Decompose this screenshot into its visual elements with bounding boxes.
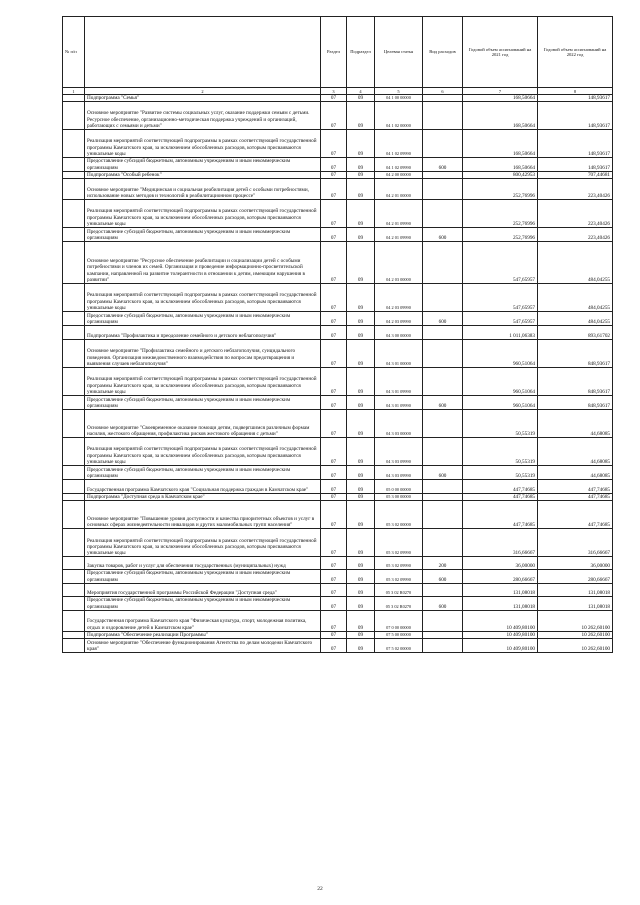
expense-type-code — [423, 340, 463, 368]
no-cell — [63, 632, 85, 639]
expense-type-code — [423, 501, 463, 529]
target-article-code: 05 3 00 00000 — [375, 494, 423, 501]
item-name: Мероприятия государственной программы Российской Федерации "Доступная среда" — [85, 584, 321, 597]
subsection-code: 09 — [347, 557, 375, 570]
amount-2022: 223,40426 — [538, 200, 613, 228]
index-cell: 2 — [85, 88, 321, 95]
amount-2021: 168,50664 — [463, 130, 538, 158]
header-row — [63, 17, 613, 88]
no-cell — [63, 242, 85, 284]
index-cell: 4 — [347, 88, 375, 95]
expense-type-code — [423, 200, 463, 228]
target-article-code: 05 3 02 00000 — [375, 501, 423, 529]
section-code: 07 — [321, 438, 347, 466]
expense-type-code — [423, 438, 463, 466]
target-article-code: 04 3 01 09990 — [375, 368, 423, 396]
expense-type-code: 600 — [423, 597, 463, 611]
no-cell — [63, 312, 85, 326]
table-row — [63, 396, 613, 410]
expense-type-code — [423, 529, 463, 557]
no-cell — [63, 597, 85, 611]
section-code: 07 — [321, 312, 347, 326]
amount-2022: 10 262,60100 — [538, 632, 613, 639]
amount-2021: 447,74685 — [463, 480, 538, 494]
item-name: Основное мероприятие "Профилактика семейного и детского неблагополучия, суицидального поведения. Организация межведомственного взаимодействия по вопросам предотвращения и выявления случаев неблагополучия" — [85, 340, 321, 368]
subsection-code: 09 — [347, 597, 375, 611]
amount-2021: 447,74685 — [463, 501, 538, 529]
table-row — [63, 501, 613, 529]
expense-type-code — [423, 639, 463, 653]
target-article-code: 05 0 00 00000 — [375, 480, 423, 494]
subsection-code: 09 — [347, 611, 375, 632]
item-name: Реализация мероприятий соответствующей подпрограммы в рамках соответствующей государственной программы Камчатского края, за исключением обособленных расходов, которым присваиваются уникальные коды — [85, 529, 321, 557]
item-name: Основное мероприятие "Развитие системы социальных услуг, оказание поддержки семьям с детьми. Ресурсное обеспечение, организационно-методическая поддержка учреждений и организаций, работающих с семьями и детьми" — [85, 102, 321, 130]
subsection-code: 09 — [347, 95, 375, 102]
subsection-code: 09 — [347, 102, 375, 130]
target-article-code: 04 3 03 09990 — [375, 466, 423, 480]
subsection-code: 09 — [347, 284, 375, 312]
item-name: Закупка товаров, работ и услуг для обеспечения государственных (муниципальных) нужд — [85, 557, 321, 570]
index-cell: 8 — [538, 88, 613, 95]
no-cell — [63, 95, 85, 102]
subsection-code: 09 — [347, 312, 375, 326]
amount-2021: 252,76996 — [463, 179, 538, 200]
expense-type-code — [423, 179, 463, 200]
table-row — [63, 494, 613, 501]
amount-2022: 36,00000 — [538, 557, 613, 570]
table-row — [63, 158, 613, 172]
no-cell — [63, 501, 85, 529]
no-cell — [63, 639, 85, 653]
item-name: Реализация мероприятий соответствующей подпрограммы в рамках соответствующей государственной программы Камчатского края, за исключением обособленных расходов, которым присваиваются уникальные коды — [85, 284, 321, 312]
subsection-code: 09 — [347, 501, 375, 529]
expense-type-code: 600 — [423, 228, 463, 242]
table-row — [63, 632, 613, 639]
target-article-code: 04 3 03 09990 — [375, 438, 423, 466]
amount-2022: 447,74685 — [538, 501, 613, 529]
no-cell — [63, 200, 85, 228]
header-no: № п/п — [63, 17, 85, 88]
table-row — [63, 480, 613, 494]
target-article-code: 04 2 01 00000 — [375, 179, 423, 200]
table-row — [63, 340, 613, 368]
section-code: 07 — [321, 466, 347, 480]
amount-2021: 10 409,80100 — [463, 632, 538, 639]
amount-2021: 280,66667 — [463, 570, 538, 584]
no-cell — [63, 284, 85, 312]
target-article-code: 04 2 03 09990 — [375, 284, 423, 312]
subsection-code: 09 — [347, 242, 375, 284]
table-row — [63, 95, 613, 102]
expense-type-code — [423, 611, 463, 632]
amount-2022: 484,04255 — [538, 312, 613, 326]
subsection-code: 09 — [347, 340, 375, 368]
amount-2021: 50,55319 — [463, 438, 538, 466]
amount-2022: 10 262,60100 — [538, 611, 613, 632]
amount-2022: 707,44681 — [538, 171, 613, 178]
no-cell — [63, 529, 85, 557]
no-cell — [63, 410, 85, 438]
amount-2021: 1 011,06383 — [463, 326, 538, 340]
item-name: Реализация мероприятий соответствующей подпрограммы в рамках соответствующей государственной программы Камчатского края, за исключением обособленных расходов, которым присваиваются уникальные коды — [85, 438, 321, 466]
table-row — [63, 438, 613, 466]
subsection-code: 09 — [347, 529, 375, 557]
table-row — [63, 597, 613, 611]
expense-type-code: 600 — [423, 158, 463, 172]
amount-2022: 484,04255 — [538, 242, 613, 284]
section-code: 07 — [321, 242, 347, 284]
expense-type-code — [423, 102, 463, 130]
section-code: 07 — [321, 611, 347, 632]
expense-type-code — [423, 95, 463, 102]
table-row — [63, 228, 613, 242]
amount-2022: 148,93617 — [538, 130, 613, 158]
amount-2021: 960,51064 — [463, 368, 538, 396]
no-cell — [63, 171, 85, 178]
amount-2021: 316,66667 — [463, 529, 538, 557]
expense-type-code — [423, 368, 463, 396]
table-row — [63, 611, 613, 632]
table-row — [63, 284, 613, 312]
subsection-code: 09 — [347, 639, 375, 653]
budget-sheet — [62, 16, 612, 653]
section-code: 07 — [321, 529, 347, 557]
table-row — [63, 179, 613, 200]
item-name: Предоставление субсидий бюджетным, автономным учреждениям и иным некоммерческим организациям — [85, 466, 321, 480]
section-code: 07 — [321, 340, 347, 368]
table-row — [63, 639, 613, 653]
table-row — [63, 570, 613, 584]
subsection-code: 09 — [347, 368, 375, 396]
amount-2021: 50,55319 — [463, 410, 538, 438]
amount-2021: 168,50664 — [463, 158, 538, 172]
section-code: 07 — [321, 494, 347, 501]
target-article-code: 04 2 03 09990 — [375, 312, 423, 326]
section-code: 07 — [321, 584, 347, 597]
section-code: 07 — [321, 326, 347, 340]
no-cell — [63, 570, 85, 584]
amount-2021: 168,50664 — [463, 102, 538, 130]
item-name: Основное мероприятие "Ресурсное обеспечение реабилитации и социализации детей с особыми потребностями и членов их семей. Организация и проведение информационно-просветительской кампании, направленной на развитие толерантности в отношении к детям, имеющим нарушения в развитии" — [85, 242, 321, 284]
expense-type-code: 600 — [423, 466, 463, 480]
amount-2022: 484,04255 — [538, 284, 613, 312]
header-vol2021: Годовой объем ассигнований на 2021 год — [463, 17, 538, 88]
header-target: Целевая статья — [375, 17, 423, 88]
budget-table — [62, 16, 613, 653]
header-name — [85, 17, 321, 88]
amount-2021: 547,65957 — [463, 242, 538, 284]
no-cell — [63, 340, 85, 368]
expense-type-code — [423, 410, 463, 438]
amount-2022: 848,93617 — [538, 368, 613, 396]
header-section: Раздел — [321, 17, 347, 88]
subsection-code: 09 — [347, 410, 375, 438]
item-name: Основное мероприятие "Медицинская и социальная реабилитация детей с особыми потребностями, использование новых методов и технологий в реабилитационном процессе" — [85, 179, 321, 200]
section-code: 07 — [321, 368, 347, 396]
subsection-code: 09 — [347, 570, 375, 584]
section-code: 07 — [321, 228, 347, 242]
section-code: 07 — [321, 639, 347, 653]
expense-type-code — [423, 494, 463, 501]
expense-type-code — [423, 171, 463, 178]
index-cell: 3 — [321, 88, 347, 95]
section-code: 07 — [321, 480, 347, 494]
subsection-code: 09 — [347, 171, 375, 178]
amount-2022: 223,40426 — [538, 179, 613, 200]
table-row — [63, 466, 613, 480]
section-code: 07 — [321, 130, 347, 158]
amount-2021: 800,42953 — [463, 171, 538, 178]
section-code: 07 — [321, 557, 347, 570]
item-name: Государственная программа Камчатского края "Социальная поддержка граждан в Камчатском крае" — [85, 480, 321, 494]
amount-2021: 168,50664 — [463, 95, 538, 102]
amount-2022: 44,68085 — [538, 438, 613, 466]
subsection-code: 09 — [347, 466, 375, 480]
target-article-code: 05 3 02 09990 — [375, 529, 423, 557]
target-article-code: 07 5 02 00000 — [375, 639, 423, 653]
table-row — [63, 410, 613, 438]
subsection-code: 09 — [347, 326, 375, 340]
amount-2021: 50,55319 — [463, 466, 538, 480]
table-body — [63, 88, 613, 653]
target-article-code: 04 3 01 09990 — [375, 396, 423, 410]
no-cell — [63, 326, 85, 340]
amount-2021: 131,08018 — [463, 597, 538, 611]
no-cell — [63, 480, 85, 494]
item-name: Реализация мероприятий соответствующей подпрограммы в рамках соответствующей государственной программы Камчатского края, за исключением обособленных расходов, которым присваиваются уникальные коды — [85, 200, 321, 228]
subsection-code: 09 — [347, 179, 375, 200]
target-article-code: 05 3 02 R0270 — [375, 584, 423, 597]
no-cell — [63, 179, 85, 200]
section-code: 07 — [321, 200, 347, 228]
no-cell — [63, 466, 85, 480]
table-row — [63, 584, 613, 597]
header-vol2022: Годовой объем ассигнований на 2022 год — [538, 17, 613, 88]
target-article-code: 04 1 02 09990 — [375, 130, 423, 158]
amount-2022: 848,93617 — [538, 396, 613, 410]
no-cell — [63, 494, 85, 501]
amount-2021: 960,51064 — [463, 396, 538, 410]
amount-2022: 316,66667 — [538, 529, 613, 557]
index-cell: 7 — [463, 88, 538, 95]
target-article-code: 04 2 01 09990 — [375, 200, 423, 228]
amount-2021: 447,74685 — [463, 494, 538, 501]
amount-2021: 131,08018 — [463, 584, 538, 597]
amount-2022: 148,93617 — [538, 95, 613, 102]
section-code: 07 — [321, 158, 347, 172]
item-name: Предоставление субсидий бюджетным, автономным учреждениям и иным некоммерческим организациям — [85, 228, 321, 242]
item-name: Подпрограмма "Семья" — [85, 95, 321, 102]
subsection-code: 09 — [347, 158, 375, 172]
section-code: 07 — [321, 501, 347, 529]
section-code: 07 — [321, 570, 347, 584]
section-code: 07 — [321, 396, 347, 410]
expense-type-code — [423, 632, 463, 639]
table-row — [63, 200, 613, 228]
target-article-code: 07 0 00 00000 — [375, 611, 423, 632]
table-row — [63, 130, 613, 158]
amount-2022: 44,68085 — [538, 410, 613, 438]
expense-type-code — [423, 284, 463, 312]
subsection-code: 09 — [347, 632, 375, 639]
target-article-code: 04 2 00 00000 — [375, 171, 423, 178]
item-name: Предоставление субсидий бюджетным, автономным учреждениям и иным некоммерческим организациям — [85, 312, 321, 326]
table-row — [63, 529, 613, 557]
expense-type-code: 600 — [423, 396, 463, 410]
amount-2022: 148,93617 — [538, 102, 613, 130]
expense-type-code: 600 — [423, 570, 463, 584]
header-exp-type: Вид расходов — [423, 17, 463, 88]
item-name: Реализация мероприятий соответствующей подпрограммы в рамках соответствующей государственной программы Камчатского края, за исключением обособленных расходов, которым присваиваются уникальные коды — [85, 130, 321, 158]
no-cell — [63, 396, 85, 410]
item-name: Подпрограмма "Особый ребенок" — [85, 171, 321, 178]
expense-type-code — [423, 584, 463, 597]
section-code: 07 — [321, 95, 347, 102]
table-row — [63, 557, 613, 570]
amount-2022: 223,40426 — [538, 228, 613, 242]
amount-2022: 131,08018 — [538, 597, 613, 611]
index-cell: 5 — [375, 88, 423, 95]
expense-type-code — [423, 326, 463, 340]
subsection-code: 09 — [347, 438, 375, 466]
amount-2022: 280,66667 — [538, 570, 613, 584]
amount-2021: 10 409,80100 — [463, 639, 538, 653]
section-code: 07 — [321, 597, 347, 611]
target-article-code: 04 3 00 00000 — [375, 326, 423, 340]
expense-type-code — [423, 480, 463, 494]
target-article-code: 04 2 01 09990 — [375, 228, 423, 242]
expense-type-code: 200 — [423, 557, 463, 570]
amount-2022: 447,74685 — [538, 494, 613, 501]
amount-2022: 131,08018 — [538, 584, 613, 597]
subsection-code: 09 — [347, 480, 375, 494]
item-name: Предоставление субсидий бюджетным, автономным учреждениям и иным некоммерческим организациям — [85, 597, 321, 611]
section-code: 07 — [321, 632, 347, 639]
subsection-code: 09 — [347, 396, 375, 410]
no-cell — [63, 228, 85, 242]
section-code: 07 — [321, 284, 347, 312]
amount-2021: 547,65957 — [463, 312, 538, 326]
target-article-code: 05 3 02 09990 — [375, 557, 423, 570]
page-number: 22 — [317, 886, 323, 892]
subsection-code: 09 — [347, 228, 375, 242]
table-row — [63, 368, 613, 396]
target-article-code: 05 3 02 09990 — [375, 570, 423, 584]
amount-2021: 36,00000 — [463, 557, 538, 570]
target-article-code: 07 5 00 00000 — [375, 632, 423, 639]
item-name: Государственная программа Камчатского края "Физическая культура, спорт, молодежная политика, отдых и оздоровление детей в Камчатском крае" — [85, 611, 321, 632]
amount-2022: 10 262,60100 — [538, 639, 613, 653]
target-article-code: 04 2 03 00000 — [375, 242, 423, 284]
subsection-code: 09 — [347, 494, 375, 501]
no-cell — [63, 584, 85, 597]
section-code: 07 — [321, 410, 347, 438]
section-code: 07 — [321, 171, 347, 178]
item-name: Предоставление субсидий бюджетным, автономным учреждениям и иным некоммерческим организациям — [85, 158, 321, 172]
item-name: Подпрограмма "Профилактика и преодоление семейного и детского неблагополучия" — [85, 326, 321, 340]
table-row — [63, 102, 613, 130]
item-name: Предоставление субсидий бюджетным, автономным учреждениям и иным некоммерческим организациям — [85, 570, 321, 584]
item-name: Подпрограмма "Обеспечение реализации Программы" — [85, 632, 321, 639]
no-cell — [63, 368, 85, 396]
amount-2022: 848,93617 — [538, 340, 613, 368]
target-article-code: 04 1 02 00000 — [375, 102, 423, 130]
section-code: 07 — [321, 179, 347, 200]
item-name: Реализация мероприятий соответствующей подпрограммы в рамках соответствующей государственной программы Камчатского края, за исключением обособленных расходов, которым присваиваются уникальные коды — [85, 368, 321, 396]
no-cell — [63, 611, 85, 632]
no-cell — [63, 438, 85, 466]
amount-2022: 148,93617 — [538, 158, 613, 172]
item-name: Подпрограмма "Доступная среда в Камчатском крае" — [85, 494, 321, 501]
no-cell — [63, 130, 85, 158]
index-cell: 6 — [423, 88, 463, 95]
header-subsection: Подраздел — [347, 17, 375, 88]
target-article-code: 04 1 00 00000 — [375, 95, 423, 102]
amount-2021: 960,51064 — [463, 340, 538, 368]
item-name: Основное мероприятие "Повышение уровня доступности и качества приоритетных объектов и услуг в основных сферах жизнедеятельности инвалидов и других маломобильных групп населения" — [85, 501, 321, 529]
amount-2021: 252,76996 — [463, 228, 538, 242]
column-index-row — [63, 88, 613, 95]
table-row — [63, 312, 613, 326]
target-article-code: 04 3 01 00000 — [375, 340, 423, 368]
no-cell — [63, 102, 85, 130]
subsection-code: 09 — [347, 200, 375, 228]
amount-2022: 893,61702 — [538, 326, 613, 340]
target-article-code: 05 3 02 R0270 — [375, 597, 423, 611]
index-cell: 1 — [63, 88, 85, 95]
table-row — [63, 171, 613, 178]
amount-2022: 447,74685 — [538, 480, 613, 494]
expense-type-code — [423, 242, 463, 284]
section-code: 07 — [321, 102, 347, 130]
item-name: Основное мероприятие "Своевременное оказание помощи детям, подвергшимся различным формам насилия, жестокого обращения, профилактика рисков жестокого обращения с детьми" — [85, 410, 321, 438]
table-row — [63, 242, 613, 284]
item-name: Основное мероприятие "Обеспечение функционирования Агентства по делам молодежи Камчатского края" — [85, 639, 321, 653]
amount-2021: 10 409,80100 — [463, 611, 538, 632]
amount-2021: 547,65957 — [463, 284, 538, 312]
item-name: Предоставление субсидий бюджетным, автономным учреждениям и иным некоммерческим организациям — [85, 396, 321, 410]
subsection-code: 09 — [347, 130, 375, 158]
no-cell — [63, 557, 85, 570]
expense-type-code — [423, 130, 463, 158]
amount-2021: 252,76996 — [463, 200, 538, 228]
table-row — [63, 326, 613, 340]
target-article-code: 04 3 03 00000 — [375, 410, 423, 438]
subsection-code: 09 — [347, 584, 375, 597]
amount-2022: 44,68085 — [538, 466, 613, 480]
target-article-code: 04 1 02 09990 — [375, 158, 423, 172]
no-cell — [63, 158, 85, 172]
expense-type-code: 600 — [423, 312, 463, 326]
